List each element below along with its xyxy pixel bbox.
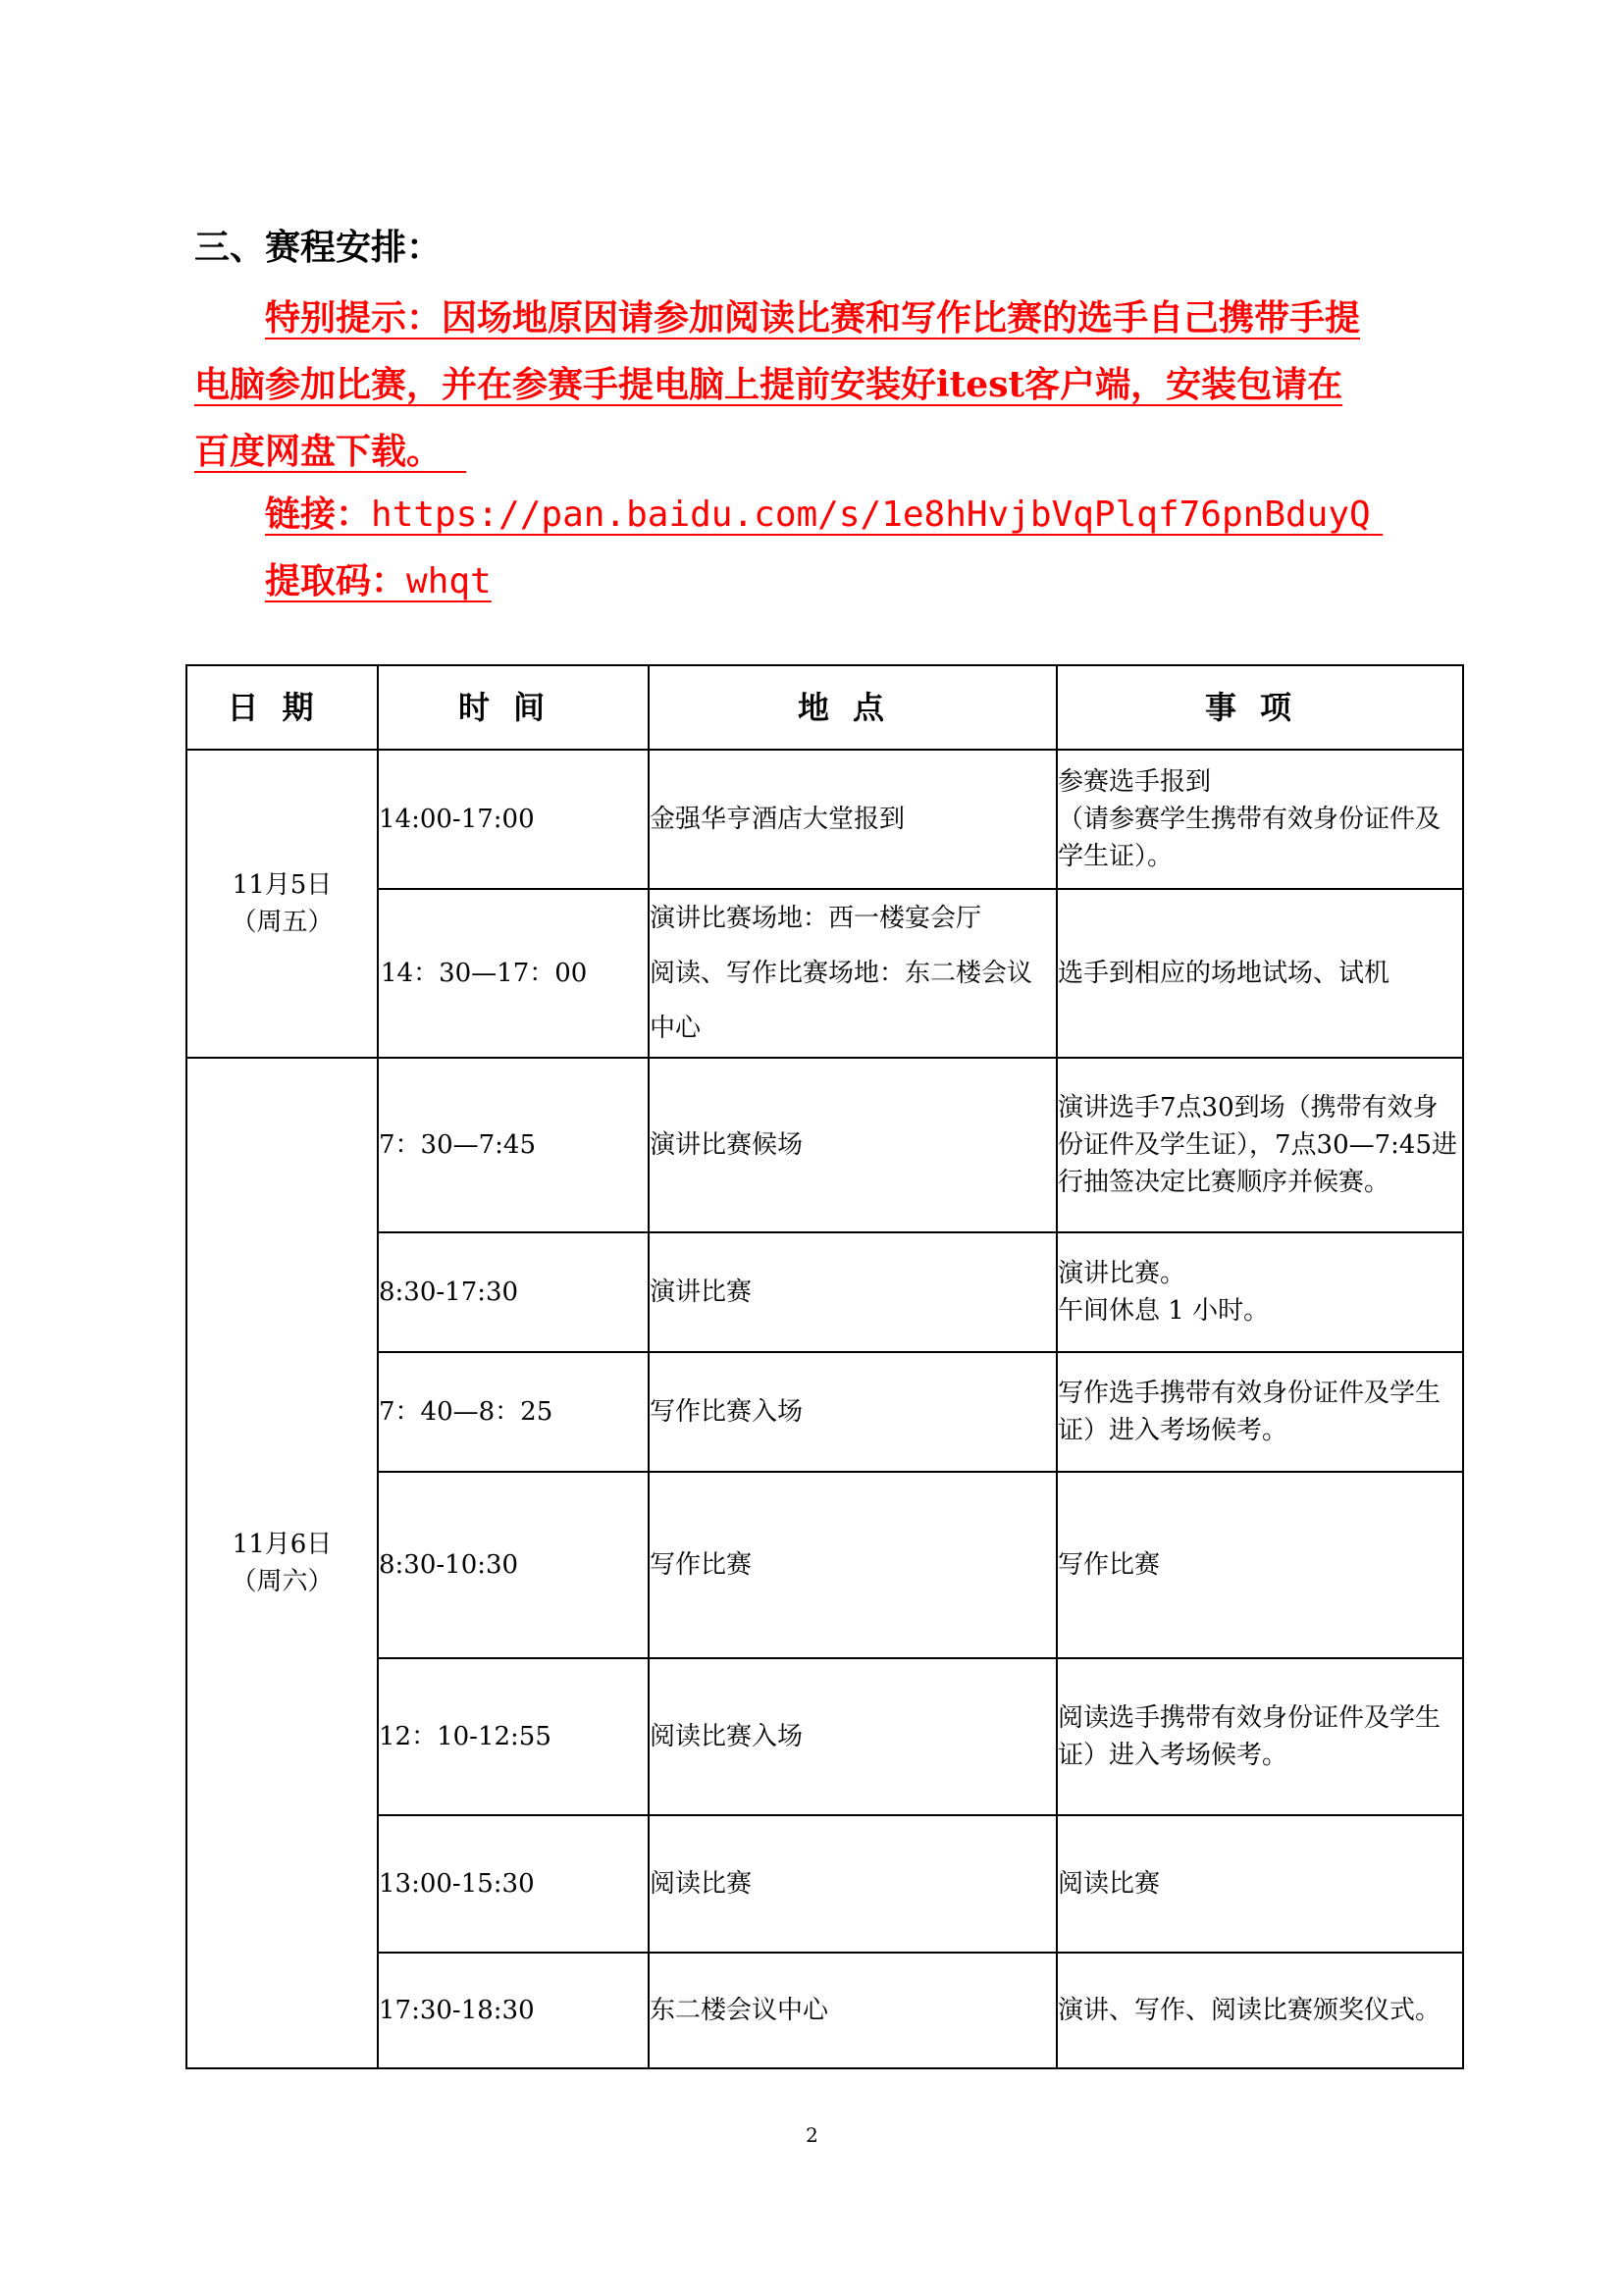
time-cell: 14：30—17：00 — [378, 889, 649, 1058]
header-item: 事项 — [1057, 665, 1463, 750]
place-cell: 写作比赛 — [649, 1472, 1057, 1658]
item-cell: 演讲比赛。 午间休息 1 小时。 — [1057, 1232, 1463, 1352]
time-cell: 7：40—8：25 — [378, 1352, 649, 1472]
header-date: 日期 — [186, 665, 378, 750]
time-cell: 14:00-17:00 — [378, 750, 649, 889]
table-row — [186, 1815, 1463, 1953]
schedule-table — [185, 664, 1464, 2069]
table-row — [186, 1232, 1463, 1352]
page-number: 2 — [806, 2123, 818, 2147]
item-cell: 写作选手携带有效身份证件及学生证）进入考场候考。 — [1057, 1352, 1463, 1472]
place-cell: 阅读比赛入场 — [649, 1658, 1057, 1815]
header-time: 时间 — [378, 665, 649, 750]
table-row — [186, 1472, 1463, 1658]
place-cell: 演讲比赛候场 — [649, 1058, 1057, 1232]
download-link-line — [265, 487, 1383, 543]
item-cell: 演讲选手7点30到场（携带有效身份证件及学生证），7点30—7:45进行抽签决定比赛顺序并候赛。 — [1057, 1058, 1463, 1232]
place-cell: 金强华亨酒店大堂报到 — [649, 750, 1057, 889]
time-cell: 13:00-15:30 — [378, 1815, 649, 1953]
item-cell: 参赛选手报到 （请参赛学生携带有效身份证件及学生证）。 — [1057, 750, 1463, 889]
item-cell: 阅读比赛 — [1057, 1815, 1463, 1953]
time-cell: 12：10-12:55 — [378, 1658, 649, 1815]
item-cell: 选手到相应的场地试场、试机 — [1057, 889, 1463, 1058]
table-row — [186, 750, 1463, 889]
notice-line-2: 电脑参加比赛，并在参赛手提电脑上提前安装好itest客户端，安装包请在 — [194, 364, 1343, 405]
place-cell: 阅读比赛 — [649, 1815, 1057, 1953]
table-row — [186, 1658, 1463, 1815]
place-cell: 演讲比赛场地：西一楼宴会厅 阅读、写作比赛场地：东二楼会议中心 — [649, 889, 1057, 1058]
place-cell: 演讲比赛 — [649, 1232, 1057, 1352]
date-cell: 11月6日 （周六） — [186, 1058, 378, 2068]
table-row — [186, 1058, 1463, 1232]
item-cell: 演讲、写作、阅读比赛颁奖仪式。 — [1057, 1953, 1463, 2068]
place-cell: 东二楼会议中心 — [649, 1953, 1057, 2068]
code-label: 提取码： — [265, 560, 407, 601]
table-row — [186, 1953, 1463, 2068]
time-cell: 17:30-18:30 — [378, 1953, 649, 2068]
notice-line-3: 百度网盘下载。 — [194, 431, 443, 472]
extraction-code-line — [265, 553, 492, 609]
time-cell: 8:30-10:30 — [378, 1472, 649, 1658]
notice-line-1: 特别提示：因场地原因请参加阅读比赛和写作比赛的选手自己携带手提 — [265, 297, 1361, 339]
place-cell: 写作比赛入场 — [649, 1352, 1057, 1472]
table-row — [186, 1352, 1463, 1472]
link-label: 链接： — [265, 494, 372, 535]
table-header-row — [186, 665, 1463, 750]
special-notice — [194, 285, 1470, 485]
item-cell: 阅读选手携带有效身份证件及学生证）进入考场候考。 — [1057, 1658, 1463, 1815]
time-cell: 7：30—7:45 — [378, 1058, 649, 1232]
date-cell: 11月5日 （周五） — [186, 750, 378, 1058]
item-cell: 写作比赛 — [1057, 1472, 1463, 1658]
time-cell: 8:30-17:30 — [378, 1232, 649, 1352]
download-link[interactable]: https://pan.baidu.com/s/1e8hHvjbVqPlqf76pnBduyQ — [371, 495, 1371, 535]
table-row — [186, 889, 1463, 1058]
extraction-code: whqt — [406, 561, 492, 601]
section-heading: 三、赛程安排： — [194, 227, 443, 268]
header-place: 地点 — [649, 665, 1057, 750]
